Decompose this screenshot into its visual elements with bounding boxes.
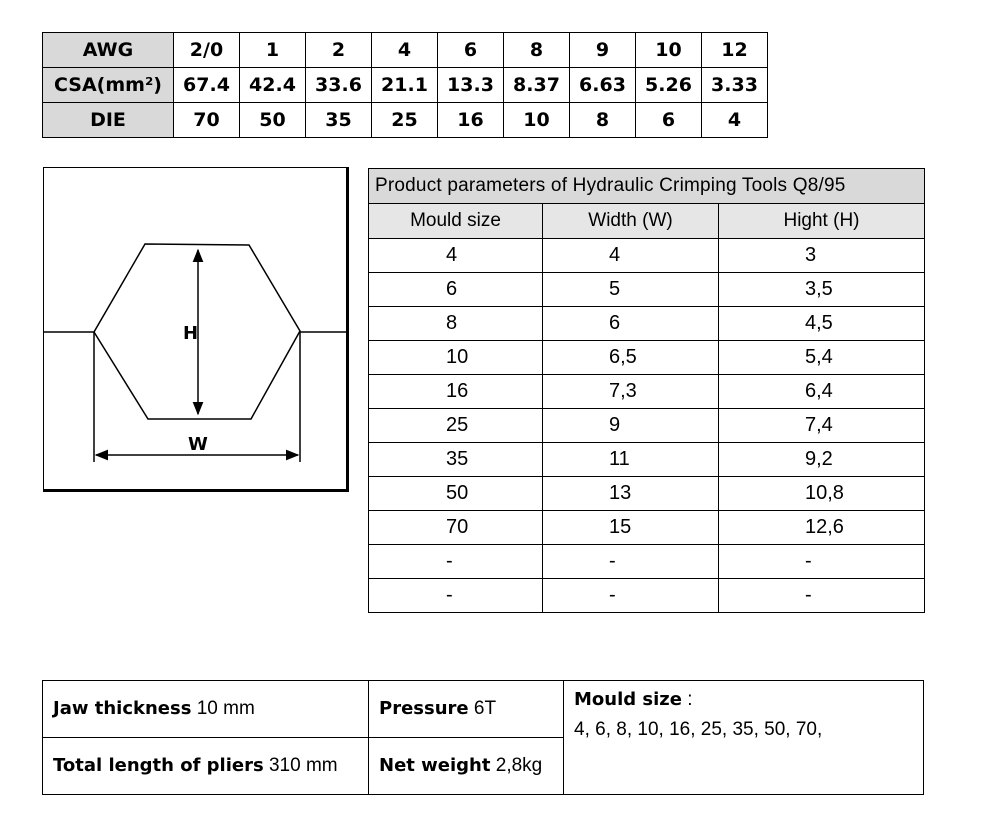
mould-size-cell: - [369,579,543,613]
product-parameters-table [368,168,925,613]
value-cell: 4 [702,103,768,138]
column-header-height: Hight (H) [719,204,925,239]
value-cell: 6 [636,103,702,138]
jaw-thickness-value: 10 mm [196,698,255,719]
width-cell: 5 [543,273,719,307]
mould-size-cell: 10 [369,341,543,375]
height-cell: 10,8 [719,477,925,511]
product-parameters-body [369,169,925,613]
height-cell: 6,4 [719,375,925,409]
row-header-cell: CSA(mm²) [43,68,174,103]
height-cell: 4,5 [719,307,925,341]
table-row [369,511,925,545]
value-cell: 8 [504,33,570,68]
total-length-cell [43,738,369,795]
value-cell: 16 [438,103,504,138]
value-cell: 6 [438,33,504,68]
value-cell: 33.6 [306,68,372,103]
height-cell: 3,5 [719,273,925,307]
width-cell: 11 [543,443,719,477]
value-cell: 5.26 [636,68,702,103]
width-cell: - [543,579,719,613]
mould-size-cell: 16 [369,375,543,409]
row-header-cell: AWG [43,33,174,68]
height-label: H [183,323,199,344]
mould-size-cell: 50 [369,477,543,511]
params-title-row [369,169,925,204]
height-cell: 9,2 [719,443,925,477]
width-cell: 13 [543,477,719,511]
csa-row [43,68,768,103]
width-cell: 9 [543,409,719,443]
height-cell: 7,4 [719,409,925,443]
mould-size-cell: 35 [369,443,543,477]
column-header-mould-size: Mould size [369,204,543,239]
mould-size-label: Mould size [574,689,682,710]
net-weight-label: Net weight [379,755,491,776]
die-row [43,103,768,138]
pressure-label: Pressure [379,698,469,719]
width-cell: 4 [543,239,719,273]
table-row [369,409,925,443]
height-cell: - [719,579,925,613]
height-cell: 5,4 [719,341,925,375]
pressure-value: 6T [473,698,497,719]
specifications-table [42,680,924,795]
width-cell: - [543,545,719,579]
value-cell: 12 [702,33,768,68]
width-cell: 7,3 [543,375,719,409]
hexagon-die-diagram [43,167,349,492]
value-cell: 67.4 [174,68,240,103]
awg-row [43,33,768,68]
mould-size-cell: - [369,545,543,579]
height-cell: 3 [719,239,925,273]
mould-size-cell: 70 [369,511,543,545]
width-cell: 6 [543,307,719,341]
net-weight-cell [369,738,564,795]
table-row [369,443,925,477]
value-cell: 8 [570,103,636,138]
awg-table [42,32,768,138]
table-row [369,545,925,579]
jaw-thickness-label: Jaw thickness [53,698,192,719]
mould-size-cell: 6 [369,273,543,307]
width-cell: 15 [543,511,719,545]
mould-size-cell: 4 [369,239,543,273]
table-row [369,273,925,307]
awg-table-body [43,33,768,138]
width-label: W [188,434,208,455]
height-cell: - [719,545,925,579]
value-cell: 50 [240,103,306,138]
value-cell: 13.3 [438,68,504,103]
value-cell: 1 [240,33,306,68]
value-cell: 25 [372,103,438,138]
value-cell: 35 [306,103,372,138]
mould-size-colon: : [687,689,693,710]
mould-size-cell: 8 [369,307,543,341]
table-row [369,341,925,375]
width-cell: 6,5 [543,341,719,375]
table-row [369,477,925,511]
pressure-cell [369,681,564,738]
hexagon-drawing [44,168,347,490]
table-row [369,307,925,341]
value-cell: 2/0 [174,33,240,68]
params-table-title: Product parameters of Hydraulic Crimping Tools Q8/95 [369,169,925,204]
value-cell: 10 [504,103,570,138]
mould-size-heading [574,685,923,715]
value-cell: 3.33 [702,68,768,103]
mould-size-values: 4, 6, 8, 10, 16, 25, 35, 50, 70, [574,719,823,740]
mould-size-cell [564,681,924,795]
value-cell: 9 [570,33,636,68]
jaw-thickness-cell [43,681,369,738]
value-cell: 2 [306,33,372,68]
spec-row-1 [43,681,924,738]
table-row [369,239,925,273]
total-length-label: Total length of pliers [53,755,264,776]
value-cell: 4 [372,33,438,68]
column-header-width: Width (W) [543,204,719,239]
net-weight-value: 2,8kg [495,755,543,776]
value-cell: 21.1 [372,68,438,103]
row-header-cell: DIE [43,103,174,138]
mould-size-cell: 25 [369,409,543,443]
table-row [369,375,925,409]
total-length-value: 310 mm [268,755,338,776]
table-row [369,579,925,613]
params-header-row [369,204,925,239]
value-cell: 42.4 [240,68,306,103]
height-cell: 12,6 [719,511,925,545]
value-cell: 10 [636,33,702,68]
value-cell: 6.63 [570,68,636,103]
value-cell: 8.37 [504,68,570,103]
value-cell: 70 [174,103,240,138]
